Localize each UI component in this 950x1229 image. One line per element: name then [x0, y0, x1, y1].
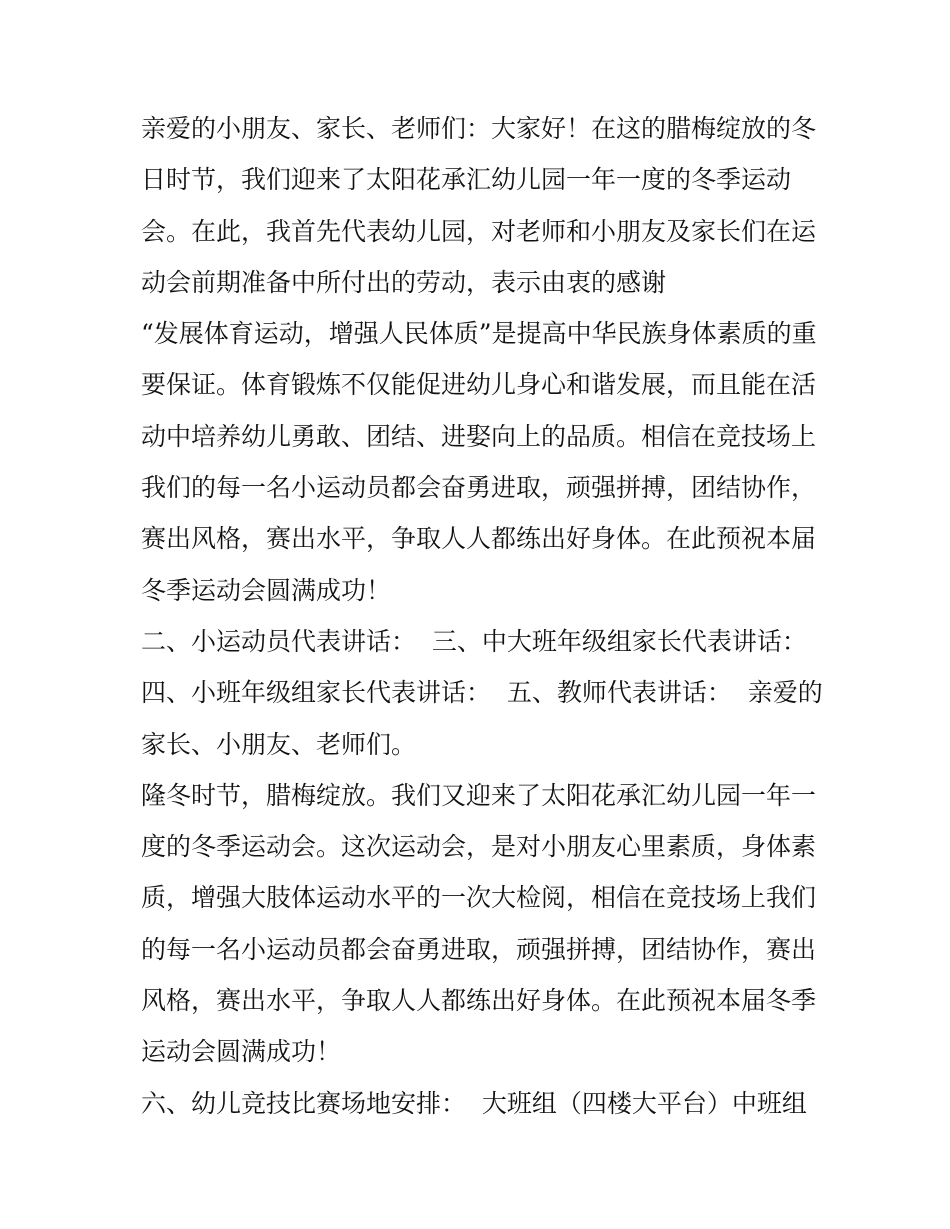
text-line: 会。在此，我首先代表幼儿园，对老师和小朋友及家长们在运 [141, 216, 817, 246]
text-line: “发展体育运动，增强人民体质”是提高中华民族身体素质的重 [141, 319, 817, 349]
text-line: 赛出风格，赛出水平，争取人人都练出好身体。在此预祝本届 [141, 524, 817, 554]
text-line: 质，增强大肢体运动水平的一次大检阅，相信在竞技场上我们 [141, 883, 817, 913]
text-line: 度的冬季运动会。这次运动会，是对小朋友心里素质，身体素 [141, 832, 817, 862]
text-line: 的每一名小运动员都会奋勇进取，顽强拼搏，团结协作，赛出 [141, 934, 817, 964]
text-line: 日时节，我们迎来了太阳花承汇幼儿园一年一度的冬季运动 [141, 165, 792, 195]
text-line: 冬季运动会圆满成功！ [141, 575, 392, 605]
text-line: 动中培养幼儿勇敢、团结、进娶向上的品质。相信在竞技场上 [141, 421, 817, 451]
text-line: 四、小班年级组家长代表讲话： 五、教师代表讲话： 亲爱的 [141, 678, 823, 708]
text-line: 我们的每一名小运动员都会奋勇进取，顽强拼搏，团结协作， [141, 473, 817, 503]
text-line: 动会前期准备中所付出的劳动，表示由衷的感谢 [141, 267, 667, 297]
text-line: 二、小运动员代表讲话： 三、中大班年级组家长代表讲话： [141, 626, 807, 656]
document-body [141, 103, 821, 1129]
text-line: 运动会圆满成功！ [141, 1037, 342, 1067]
text-line: 亲爱的小朋友、家长、老师们：大家好！在这的腊梅绽放的冬 [141, 114, 817, 143]
text-line: 六、幼儿竞技比赛场地安排： 大班组（四楼大平台）中班组 [141, 1088, 807, 1118]
text-line: 隆冬时节，腊梅绽放。我们又迎来了太阳花承汇幼儿园一年一 [141, 780, 817, 810]
text-line: 要保证。体育锻炼不仅能促进幼儿身心和谐发展，而且能在活 [141, 370, 817, 400]
text-line: 风格，赛出水平，争取人人都练出好身体。在此预祝本届冬季 [141, 986, 817, 1016]
text-line: 家长、小朋友、老师们。 [141, 729, 417, 759]
